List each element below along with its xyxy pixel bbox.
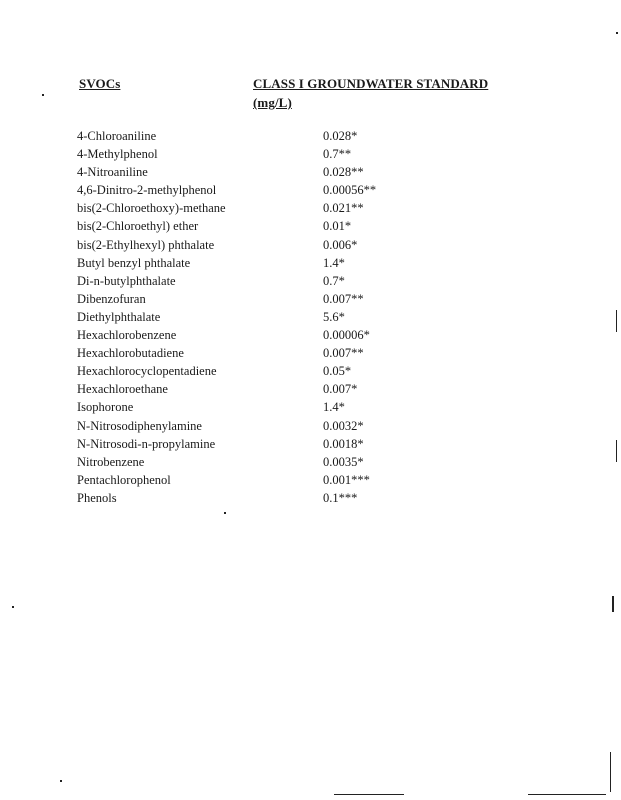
scan-artifact <box>224 512 226 514</box>
standard-column-header: CLASS I GROUNDWATER STANDARD <box>253 76 489 91</box>
compound-name: 4,6-Dinitro-2-methylphenol <box>77 183 217 198</box>
table-row <box>0 455 621 473</box>
compound-name: Butyl benzyl phthalate <box>77 255 191 270</box>
compound-name: 4-Nitroaniline <box>77 165 148 180</box>
table-row <box>0 473 621 491</box>
standard-value: 0.006* <box>323 237 358 252</box>
compound-name: bis(2-Ethylhexyl) phthalate <box>77 237 215 252</box>
table-row <box>0 437 621 455</box>
table-row <box>0 147 621 165</box>
standard-value: 0.0032* <box>323 418 364 433</box>
compound-name: N-Nitrosodi-n-propylamine <box>77 436 216 451</box>
table-row <box>0 310 621 328</box>
standard-value: 0.007** <box>323 291 364 306</box>
table-row <box>0 491 621 509</box>
standard-value: 0.028** <box>323 165 364 180</box>
table-row <box>0 400 621 418</box>
standard-value: 0.7* <box>323 273 345 288</box>
standard-value: 0.0018* <box>323 436 364 451</box>
scan-artifact <box>12 606 14 608</box>
compound-name: Hexachlorocyclopentadiene <box>77 364 217 379</box>
standard-value: 0.00006* <box>323 328 370 343</box>
table-row <box>0 165 621 183</box>
table-row <box>0 256 621 274</box>
compound-name: 4-Methylphenol <box>77 147 158 162</box>
svocs-column-header: SVOCs <box>79 76 121 91</box>
compound-name: Diethylphthalate <box>77 309 161 324</box>
scan-artifact <box>616 440 617 462</box>
standard-value: 0.007** <box>323 346 364 361</box>
compound-name: Nitrobenzene <box>77 454 145 469</box>
standard-value: 0.01* <box>323 219 352 234</box>
standard-value: 1.4* <box>323 255 345 270</box>
standards-table <box>0 129 621 509</box>
standard-value: 0.021** <box>323 201 364 216</box>
table-row <box>0 364 621 382</box>
table-row <box>0 201 621 219</box>
standard-value: 0.00056** <box>323 183 377 198</box>
compound-name: Dibenzofuran <box>77 291 146 306</box>
compound-name: Hexachlorobenzene <box>77 328 177 343</box>
scan-artifact <box>610 752 611 792</box>
table-row <box>0 328 621 346</box>
scan-artifact <box>616 32 618 34</box>
scan-artifact <box>60 780 62 782</box>
scan-artifact <box>528 794 606 795</box>
compound-name: Hexachlorobutadiene <box>77 346 184 361</box>
standard-value: 1.4* <box>323 400 345 415</box>
standard-value: 0.1*** <box>323 490 358 505</box>
scan-artifact <box>612 596 614 612</box>
table-row <box>0 129 621 147</box>
table-row <box>0 274 621 292</box>
compound-name: Phenols <box>77 490 117 505</box>
scan-artifact <box>616 310 617 332</box>
table-row <box>0 419 621 437</box>
compound-name: Di-n-butylphthalate <box>77 273 176 288</box>
units-header: (mg/L) <box>253 95 292 110</box>
compound-name: 4-Chloroaniline <box>77 129 157 143</box>
compound-name: Hexachloroethane <box>77 382 168 397</box>
table-row <box>0 238 621 256</box>
table-row <box>0 183 621 201</box>
compound-name: Isophorone <box>77 400 134 415</box>
compound-name: Pentachlorophenol <box>77 472 171 487</box>
standard-value: 5.6* <box>323 309 345 324</box>
compound-name: N-Nitrosodiphenylamine <box>77 418 202 433</box>
scan-artifact <box>42 94 44 96</box>
standard-value: 0.007* <box>323 382 358 397</box>
standard-value: 0.7** <box>323 147 352 162</box>
standard-value: 0.05* <box>323 364 352 379</box>
standard-value: 0.001*** <box>323 472 370 487</box>
table-row <box>0 346 621 364</box>
compound-name: bis(2-Chloroethoxy)-methane <box>77 201 226 216</box>
table-row <box>0 219 621 237</box>
scan-artifact <box>334 794 404 795</box>
standard-value: 0.028* <box>323 129 358 143</box>
table-row <box>0 382 621 400</box>
table-row <box>0 292 621 310</box>
standard-value: 0.0035* <box>323 454 364 469</box>
compound-name: bis(2-Chloroethyl) ether <box>77 219 199 234</box>
